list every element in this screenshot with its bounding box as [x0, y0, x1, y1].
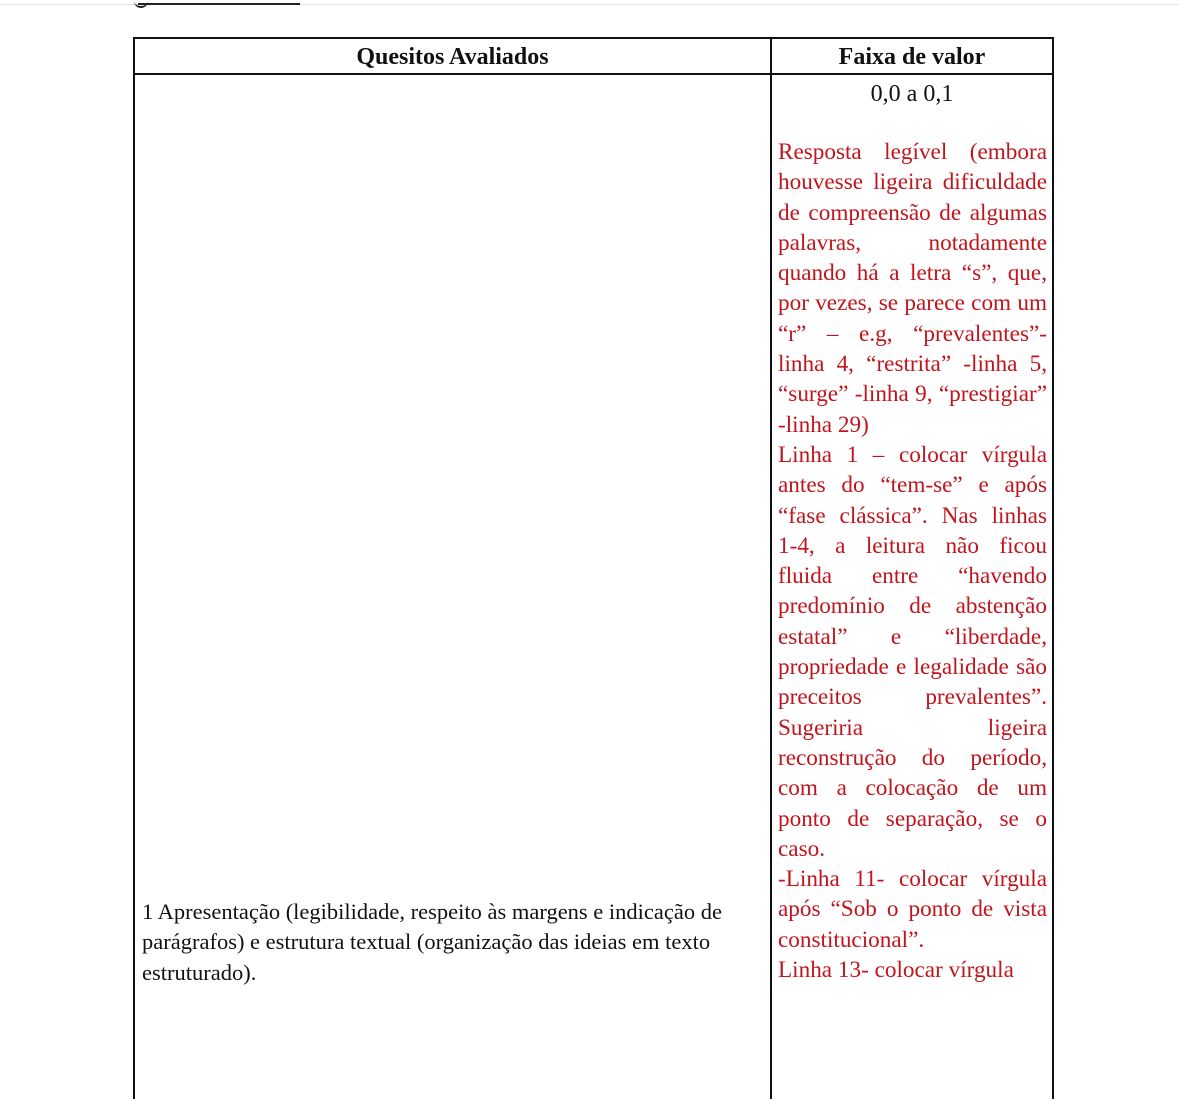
value-range: 0,0 a 0,1: [870, 81, 954, 107]
header-criteria: Quesitos Avaliados: [356, 44, 549, 70]
feedback-paragraph-line-1: Linha 1 – colocar vírgula antes do “tem-se” e após “fase clássica”. Nas linhas 1-4, a leitura não ficou fluida entre “havendo predomínio de abstenção estatal” e “liberdade, propriedade e legalidade são preceitos prevalentes”. Sugeriria ligeira reconstrução do período, com a colocação de um ponto de separação, se o caso.: [778, 441, 1047, 862]
column-divider: [770, 39, 772, 1099]
feedback-paragraph-legibility: Resposta legível (embora houvesse ligeira dificuldade de compreensão de algumas palavras, notadamente quando há a letra “s”, que, por vezes, se parece com um “r” – e.g, “prevalentes”- linha 4, “restrita” -linha 5, “surge” -linha 9, “prestigiar” -linha 29): [778, 139, 1047, 438]
table-header-row: [135, 39, 1052, 75]
cut-off-underline: [138, 3, 300, 5]
reviewer-feedback: [778, 137, 1047, 985]
criterion-description: 1 Apresentação (legibilidade, respeito às margens e indicação de parágrafos) e estrutura textual (organização das ideias em texto estruturado).: [142, 899, 722, 985]
header-value-range: Faixa de valor: [838, 44, 986, 70]
feedback-paragraph-line-13: Linha 13- colocar vírgula: [778, 957, 1014, 984]
feedback-paragraph-line-11: -Linha 11- colocar vírgula após “Sob o ponto de vista constitucional”.: [778, 866, 1047, 953]
grading-table: [133, 37, 1054, 1099]
